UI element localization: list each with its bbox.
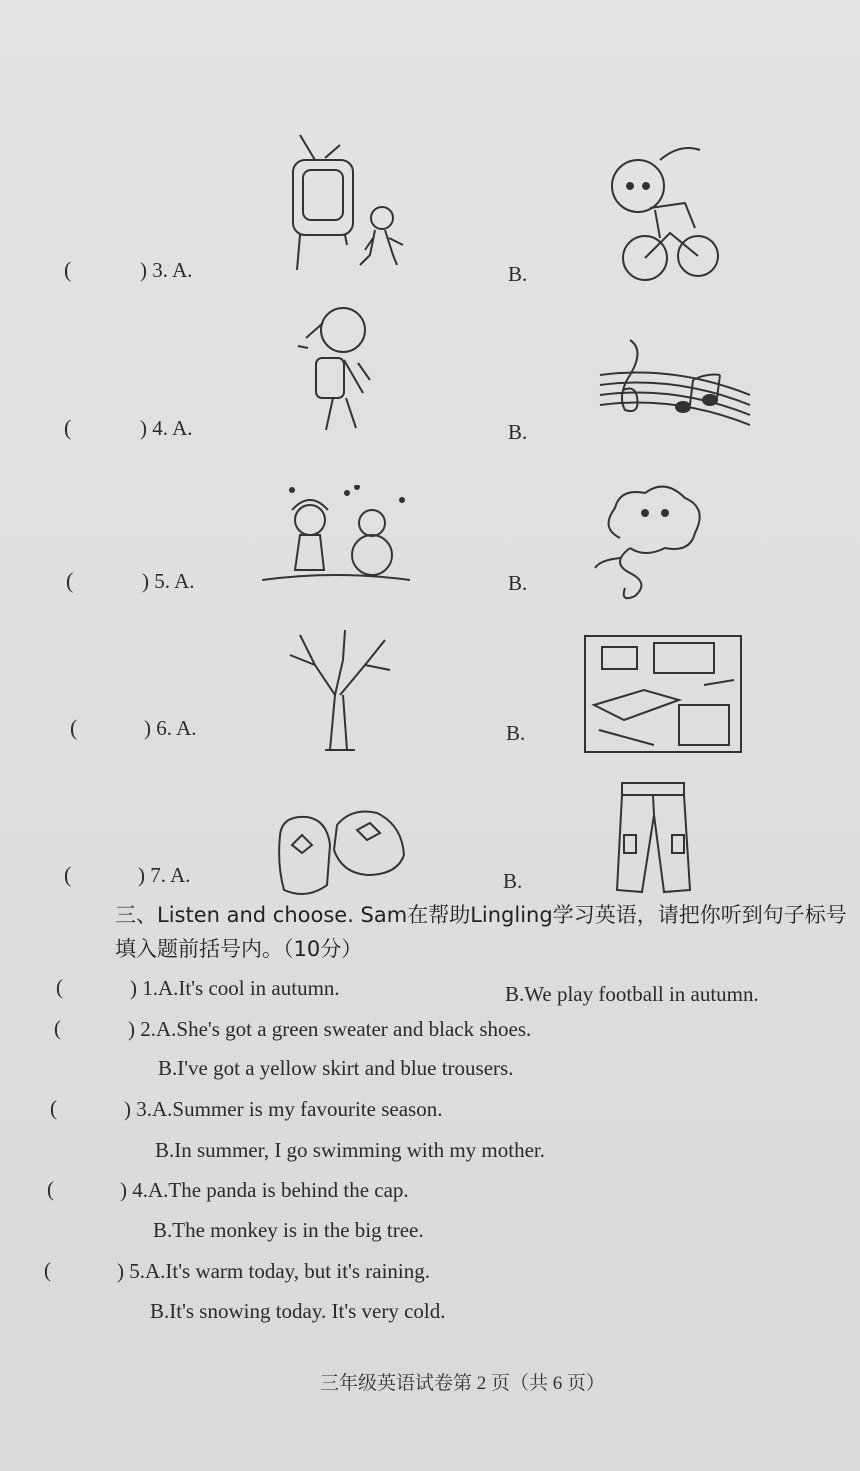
answer-paren-3[interactable]: ( bbox=[64, 257, 72, 282]
picture-girl-and-snowman bbox=[262, 485, 412, 585]
picture-wind-cloud bbox=[590, 478, 710, 603]
item-4-number: ) 4. A. bbox=[140, 416, 193, 440]
answer-paren-6[interactable]: ( bbox=[70, 715, 78, 740]
item-6-option-b: B. bbox=[506, 721, 526, 745]
s3-paren-4[interactable]: ( bbox=[47, 1177, 54, 1201]
s3-item-2-b: B.I've got a yellow skirt and blue trousers. bbox=[158, 1056, 514, 1080]
answer-paren-7[interactable]: ( bbox=[64, 862, 72, 887]
item-7-option-b: B. bbox=[503, 869, 523, 893]
page-footer: 三年级英语试卷第 2 页（共 6 页） bbox=[320, 1373, 606, 1394]
s3-item-5-a: ) 5.A.It's warm today, but it's raining. bbox=[117, 1259, 430, 1283]
picture-bare-tree bbox=[285, 625, 395, 755]
s3-paren-5[interactable]: ( bbox=[44, 1258, 51, 1282]
picture-tv-and-boy bbox=[285, 130, 415, 280]
item-3-option-b: B. bbox=[508, 262, 528, 286]
item-5-number: ) 5. A. bbox=[142, 569, 195, 593]
picture-girl-riding-bike bbox=[600, 138, 725, 283]
s3-item-2-a: ) 2.A.She's got a green sweater and black shoes. bbox=[128, 1017, 532, 1041]
picture-messy-bedroom bbox=[584, 635, 742, 753]
answer-paren-4[interactable]: ( bbox=[64, 415, 72, 440]
answer-paren-5[interactable]: ( bbox=[66, 568, 74, 593]
item-4-option-b: B. bbox=[508, 420, 528, 444]
picture-pair-of-shoes bbox=[272, 805, 412, 900]
s3-item-1-b: B.We play football in autumn. bbox=[505, 982, 759, 1006]
item-6-number: ) 6. A. bbox=[144, 716, 197, 740]
item-7-number: ) 7. A. bbox=[138, 863, 191, 887]
s3-paren-1[interactable]: ( bbox=[56, 975, 63, 999]
s3-item-3-a: ) 3.A.Summer is my favourite season. bbox=[124, 1097, 443, 1121]
section-3-title: 三、Listen and choose. Sam在帮助Lingling学习英语，请把你听到句子标号填入题前括号内。（10分） bbox=[115, 903, 847, 961]
s3-item-4-b: B.The monkey is in the big tree. bbox=[153, 1218, 424, 1242]
item-3-number: ) 3. A. bbox=[140, 258, 193, 282]
s3-paren-3[interactable]: ( bbox=[50, 1096, 57, 1120]
s3-item-3-b: B.In summer, I go swimming with my mother. bbox=[155, 1138, 545, 1162]
s3-item-5-b: B.It's snowing today. It's very cold. bbox=[150, 1299, 446, 1323]
s3-item-4-a: ) 4.A.The panda is behind the cap. bbox=[120, 1178, 409, 1202]
picture-music-notes bbox=[595, 335, 755, 435]
s3-paren-2[interactable]: ( bbox=[54, 1016, 61, 1040]
picture-trousers bbox=[612, 780, 697, 895]
picture-girl-with-schoolbag bbox=[288, 298, 388, 438]
s3-item-1-a: ) 1.A.It's cool in autumn. bbox=[130, 976, 340, 1000]
item-5-option-b: B. bbox=[508, 571, 528, 595]
